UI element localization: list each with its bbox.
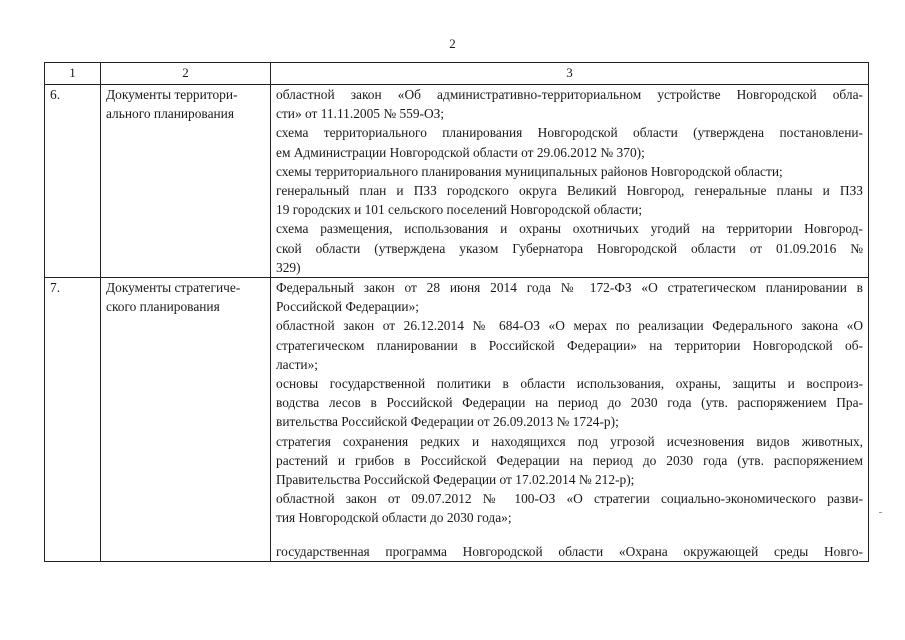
column-header-3: 3 [271,63,869,85]
page-number: 2 [449,36,456,51]
row-number: 7. [45,278,101,562]
column-header-2: 2 [101,63,271,85]
document-line: схемы территориального планирования муниципальных районов Новгородской области; [276,163,783,179]
document-line: генеральный план и ПЗЗ городского округа Великий Новгород, генеральные планы и ПЗЗ [276,183,863,199]
category-line: ского планирования [106,299,220,315]
document-line: ской области (утверждена указом Губернатора Новгородской области от 01.09.2016 № [276,240,863,256]
row-documents [271,85,869,278]
document-line: схема территориального планирования Новгородской области (утверждена постановлени- [276,125,863,141]
paragraph-gap [276,528,863,542]
category-line: ального планирования [106,106,235,122]
document-line: ласти»; [276,356,319,372]
document-line: 329) [276,259,301,275]
document-line: водства лесов в Российской Федерации на период до 2030 года (утв. распоряжением Пра- [276,395,863,411]
row-documents [271,278,869,562]
document-line: растений и грибов в Российской Федерации на период до 2030 года (утв. распоряжением [276,452,863,468]
document-line: государственная программа Новгородской области «Охрана окружающей среды Новго- [276,543,863,559]
document-table [44,62,869,562]
document-line: областной закон от 26.12.2014 № 684-ОЗ «О мерах по реализации Федерального закона «О [276,318,863,334]
category-line: Документы стратегиче- [106,280,241,296]
row-category [101,85,271,278]
document-line: тия Новгородской области до 2030 года»; [276,510,512,526]
table-row [45,85,869,278]
document-line: Федеральный закон от 28 июня 2014 года № 172-ФЗ «О стратегическом планировании в [276,280,863,296]
row-category [101,278,271,562]
document-line: областной закон «Об административно-территориальном устройстве Новгородской обла- [276,87,863,102]
category-line: Документы территори- [106,87,238,102]
document-line: вительства Российской Федерации от 26.09.2013 № 1724-р); [276,414,619,430]
document-line: Российской Федерации»; [276,299,419,315]
scan-artifact [879,512,882,513]
document-line: 19 городских и 101 сельского поселений Новгородской области; [276,202,643,218]
document-line: схема размещения, использования и охраны охотничьих угодий на территории Новгород- [276,221,863,237]
document-line: стратегическом планировании в Российской Федерации» на территории Новгородской об- [276,337,863,353]
document-line: областной закон от 09.07.2012 № 100-ОЗ «О стратегии социально-экономического разви- [276,491,863,507]
document-line: Правительства Российской Федерации от 17.02.2014 № 212-р); [276,472,635,488]
table-header-row [45,63,869,85]
document-line: ем Администрации Новгородской области от 29.06.2012 № 370); [276,144,645,160]
column-header-1: 1 [45,63,101,85]
row-number: 6. [45,85,101,278]
document-line: основы государственной политики в области использования, охраны, защиты и воспроиз- [276,376,863,392]
document-line: стратегия сохранения редких и находящихся под угрозой исчезновения видов животных, [276,433,863,449]
document-line: сти» от 11.11.2005 № 559-ОЗ; [276,106,445,122]
table-row [45,278,869,562]
